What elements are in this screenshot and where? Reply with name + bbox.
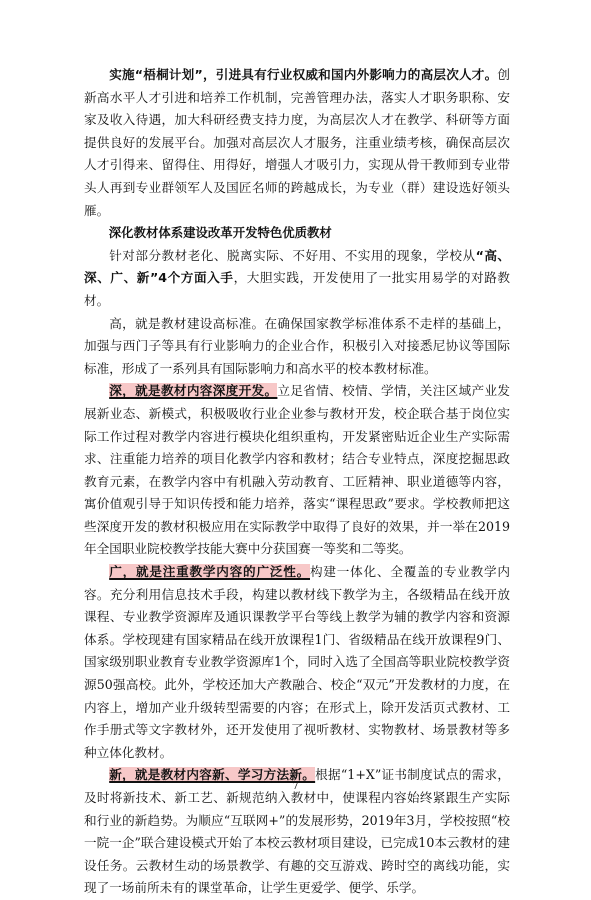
paragraph-broad: [84, 561, 510, 764]
highlighted-lead: 广，就是注重教学内容的广泛性。: [109, 564, 310, 580]
paragraph-body: 根据“1+X”证书制度试点的需求，及时将新技术、新工艺、新规范纳入教材中，使课程内容始终紧跟生产实际和行业的新趋势。为顺应“互联网+”的发展形势，2019年3月，学校按照“校一院一企”联合建设模式开始了本校云教材项目建设，已完成10本云教材的建设任务。云教材生动的场景教学、有趣的交互游戏、跨时空的离线功能，实现了一场前所未有的课堂革命，让学生更爱学、便学、乐学。: [84, 767, 510, 896]
paragraph-body: ，大胆实践，开发使用了一批实用易学的对路教材。: [84, 270, 510, 308]
paragraph-body: 立足省情、校情、学情，关注区域产业发展新业态、新模式，积极吸收行业企业参与教材开发，校企联合基于岗位实际工作过程对教学内容进行模块化组织重构，开发紧密贴近企业生产实际需求、注重能力培养的项目化教学内容和教材；结合专业特点，深度挖掘思政教育元素，在教学内容中有机融入劳动教育、工匠精神、职业道德等内容，寓价值观引导于知识传授和能力培养，落实“课程思政”要求。学校教师把这些深度开发的教材积极应用在实际教学中取得了良好的效果，并一举在2019年全国职业院校教学技能大赛中分获国赛一等奖和二等奖。: [84, 383, 511, 557]
section-heading: 深化教材体系建设改革开发特色优质教材: [108, 225, 332, 241]
paragraph-intro: [84, 245, 510, 313]
paragraph-body: 构建一体化、全覆盖的专业教学内容。充分利用信息技术手段，构建以教材线下教学为主，各级精品在线开放课程、专业教学资源库及通识课教学平台等线上教学为辅的教学内容和资源体系。学校现建有国家精品在线开放课程1门、省级精品在线开放课程9门、国家级别职业教育专业教学资源库1个，同时入选了全国高等职业院校教学资源50强高校。此外，学校还加大产教融合、校企“双元”开发教材的力度，在内容上，增加产业升级转型需要的内容；在形式上，除开发活页式教材、工作手册式等文字教材外，还开发使用了视听教材、实物教材、场景教材等多种立体化教材。: [84, 564, 511, 760]
page-number: 7: [292, 781, 299, 792]
highlighted-lead: 新，就是教材内容新、学习方法新。: [109, 767, 316, 783]
paragraph-talent-plan: [84, 64, 510, 222]
paragraph-deep: [84, 380, 510, 561]
emphasis-text: “高、深、广、新”4个方面入手: [84, 247, 511, 286]
paragraph-high: 高，就是教材建设高标准。在确保国家教学标准体系不走样的基础上，加强与西门子等具有行业影响力的企业合作，积极引入对接悉尼协议等国际标准，形成了一系列具有国际影响力和高水平的校本教材标准。: [84, 315, 510, 376]
paragraph-body: 针对部分教材老化、脱离实际、不好用、不实用的现象，学校从: [109, 247, 476, 263]
paragraph-body: 创新高水平人才引进和培养工作机制，完善管理办法，落实人才职务职称、安家及收入待遇，加大科研经费支持力度，为高层次人才在教学、科研等方面提供良好的发展平台。加强对高层次人才服务，注重业绩考核，确保高层次人才引得来、留得住、用得好，增强人才吸引力，实现从骨干教师到专业带头人再到专业群领军人及国匠名师的跨越成长，为专业（群）建设选好领头雁。: [84, 67, 510, 218]
paragraph-lead: 实施“梧桐计划”，引进具有行业权威和国内外影响力的高层次人才。: [109, 67, 498, 82]
document-page: [84, 64, 510, 900]
highlighted-lead: 深，就是教材内容深度开发。: [109, 383, 278, 399]
